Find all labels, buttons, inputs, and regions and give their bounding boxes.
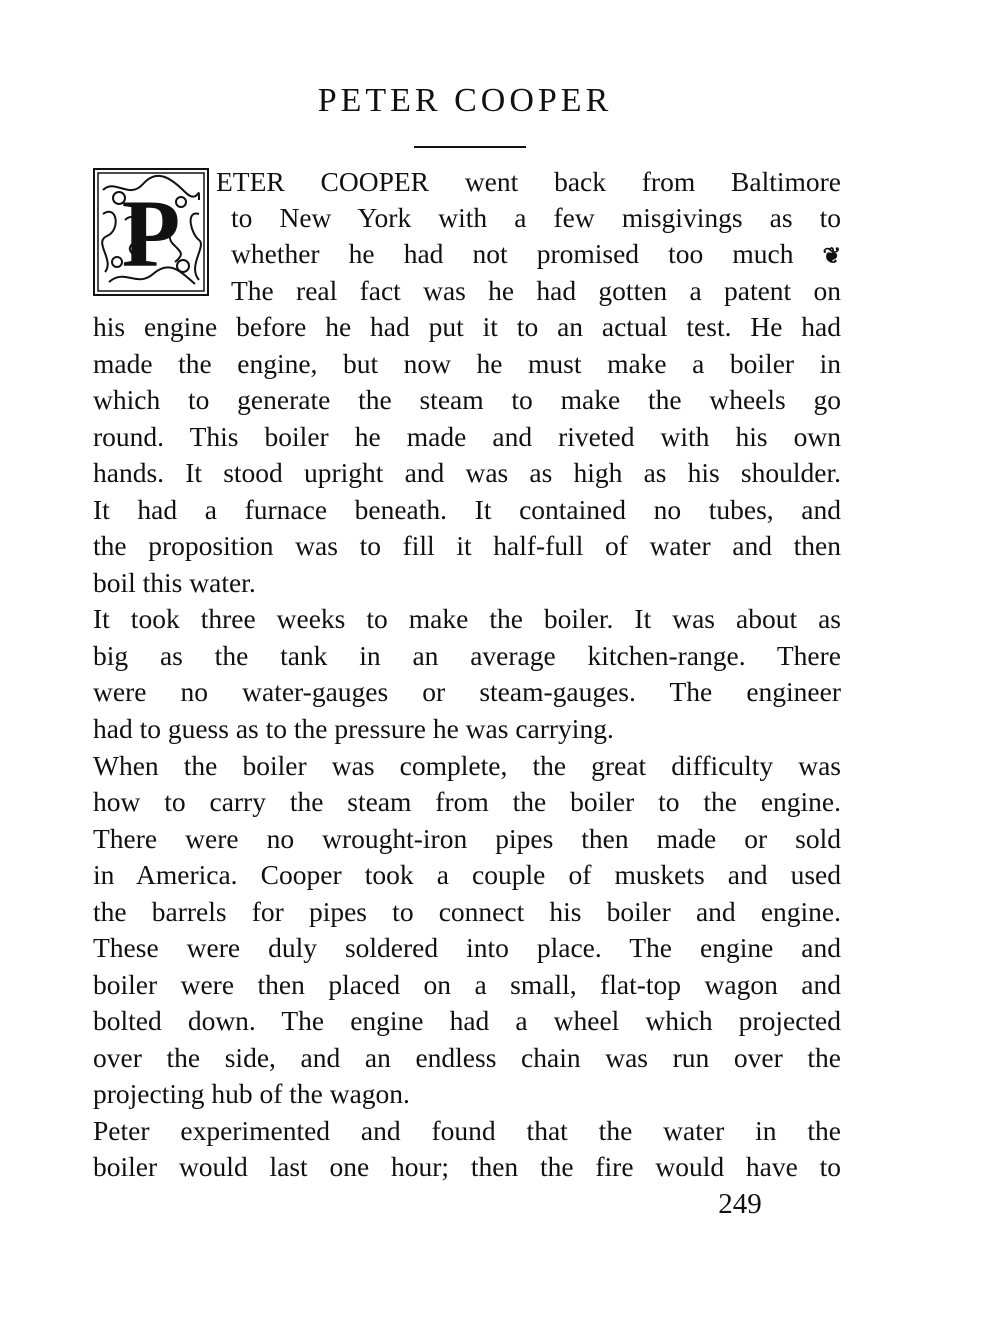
text-line: These were duly soldered into place. The engine and [93,932,841,963]
title-rule [414,146,526,148]
text-line: boiler were then placed on a small, flat-top wagon and [93,969,841,1000]
text-line: had to guess as to the pressure he was carrying. [93,713,614,744]
text-line: to New York with a few misgivings as to [231,202,841,233]
text-line: big as the tank in an average kitchen-range. There [93,640,841,671]
text-line: boiler would last one hour; then the fire would have to [93,1151,841,1182]
text-line: the proposition was to fill it half-full of water and then [93,530,841,561]
text-line: how to carry the steam from the boiler to the engine. [93,786,841,817]
text-line: It took three weeks to make the boiler. It was about as [93,603,841,634]
text-line-with-fleuron [231,236,841,272]
text-line: projecting hub of the wagon. [93,1078,410,1109]
fleuron-icon: ❦ [822,243,841,268]
text-line: ETER COOPER went back from Baltimore [216,166,841,197]
text-line: his engine before he had put it to an actual test. He had [93,311,841,342]
text-line: bolted down. The engine had a wheel which projected [93,1005,841,1036]
text-line: It had a furnace beneath. It contained no tubes, and [93,494,841,525]
running-title: PETER COOPER [317,82,613,119]
text-line: were no water-gauges or steam-gauges. The engineer [93,676,841,707]
text-line: made the engine, but now he must make a boiler in [93,348,841,379]
ornamental-initial-icon [93,168,209,296]
text-line: round. This boiler he made and riveted with his own [93,421,841,452]
text-line: When the boiler was complete, the great difficulty was [93,750,841,781]
text-line: hands. It stood upright and was as high as his shoulder. [93,457,841,488]
text-line: There were no wrought-iron pipes then made or sold [93,823,841,854]
text-line: boil this water. [93,567,256,598]
text-line: which to generate the steam to make the wheels go [93,384,841,415]
text-line: over the side, and an endless chain was run over the [93,1042,841,1073]
text-line: the barrels for pipes to connect his boiler and engine. [93,896,841,927]
text-line: The real fact was he had gotten a patent on [231,275,841,306]
dropcap-letter: P [121,180,181,287]
page-number: 249 [718,1188,762,1220]
text-line: in America. Cooper took a couple of muskets and used [93,859,841,890]
text-line: whether he had not promised too much [231,238,794,269]
text-line: Peter experimented and found that the water in the [93,1115,841,1146]
